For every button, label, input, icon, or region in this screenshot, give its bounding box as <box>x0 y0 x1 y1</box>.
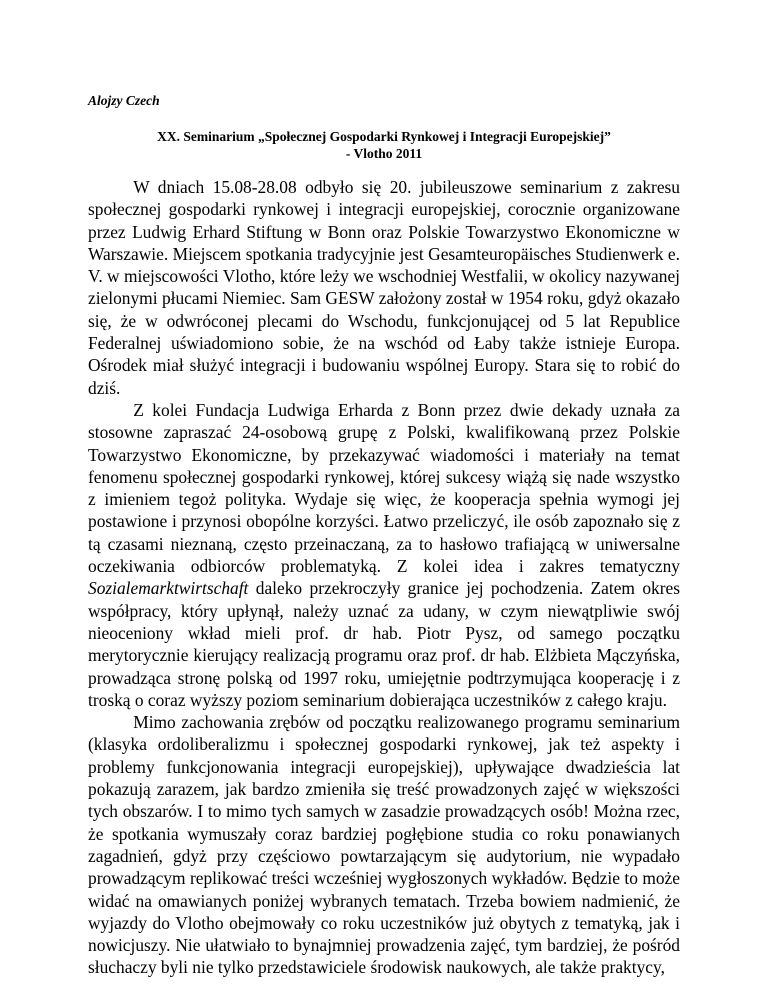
document-title <box>88 128 680 162</box>
document-body <box>88 176 680 979</box>
paragraph-2 <box>88 399 680 711</box>
paragraph-1: W dniach 15.08-28.08 odbyło się 20. jubileuszowe seminarium z zakresu społecznej gospodarki rynkowej i integracji europejskiej, corocznie organizowane przez Ludwig Erhard Stiftung w Bonn oraz Polskie Towarzystwo Ekonomiczne w Warszawie. Miejscem spotkania tradycyjnie jest Gesamteuropäisches Studienwerk e. V. w miejscowości Vlotho, które leży we wschodniej Westfalii, w okolicy nazywanej zielonymi płucami Niemiec. Sam GESW założony został w 1954 roku, gdyż okazało się, że w odwróconej plecami do Wschodu, funkcjonującej od 5 lat Republice Federalnej uświadomiono sobie, że na wschód od Łaby także istnieje Europa. Ośrodek miał służyć integracji i budowaniu wspólnej Europy. Stara się to robić do dziś. <box>88 177 680 398</box>
paragraph-2-text-b: daleko przekroczyły granice jej pochodzenia. Zatem okres współpracy, który upłynął, należy uznać za udany, w czym niewątpliwie swój nieoceniony wkład mieli prof. dr hab. Piotr Pysz, od samego początku merytorycznie kierujący realizacją programu oraz prof. dr hab. Elżbieta Mączyńska, prowadząca stronę polską od 1997 roku, umiejętnie podtrzymująca kooperację i z troską o coraz wyższy poziom seminarium dobierająca uczestników z całego kraju. <box>88 578 680 710</box>
title-line-1: XX. Seminarium „Społecznej Gospodarki Rynkowej i Integracji Europejskiej” <box>157 129 611 144</box>
paragraph-3: Mimo zachowania zrębów od początku realizowanego programu seminarium (klasyka ordoliberalizmu i społecznej gospodarki rynkowej, jak też aspekty i problemy funkcjonowania integracji europejskiej), upływające dwadzieścia lat pokazują zarazem, jak bardzo zmieniła się treść prowadzonych zajęć w większości tych obszarów. I to mimo tych samych w zasadzie prowadzących osób! Można rzec, że spotkania wymuszały coraz bardziej pogłębione studia co roku ponawianych zagadnień, gdyż przy częściowo powtarzającym się audytorium, nie wypadało prowadzącym replikować treści wcześniej wygłoszonych wykładów. Będzie to może widać na omawianych poniżej wybranych tematach. Trzeba bowiem nadmienić, że wyjazdy do Vlotho obejmowały co roku uczestników już obytych z tematyką, jak i nowicjuszy. Nie ułatwiało to bynajmniej prowadzenia zajęć, tym bardziej, że pośród słuchaczy byli nie tylko przedstawiciele środowisk naukowych, ale także praktycy, <box>88 712 680 978</box>
author-name: Alojzy Czech <box>88 93 160 108</box>
paragraph-2-italic-term: Sozialemarktwirtschaft <box>88 578 249 599</box>
paragraph-2-text-a: Z kolei Fundacja Ludwiga Erharda z Bonn przez dwie dekady uznała za stosowne zapraszać 24-osobową grupę z Polski, kwalifikowaną przez Polskie Towarzystwo Ekonomiczne, by przekazywać wiadomości i materiały na temat fenomenu społecznej gospodarki rynkowej, której sukcesy wiążą się nade wszystko z imieniem tegoż polityka. Wydaje się więc, że kooperacja spełnia wymogi jej postawione i przynosi obopólne korzyści. Łatwo przeliczyć, ile osób zapoznało się z tą czasami nieznaną, często przeinaczaną, za to hasłowo trafiającą w uniwersalne oczekiwania odbiorców problematyką. Z kolei idea i zakres tematyczny <box>88 399 680 577</box>
title-line-2: - Vlotho 2011 <box>345 146 423 161</box>
